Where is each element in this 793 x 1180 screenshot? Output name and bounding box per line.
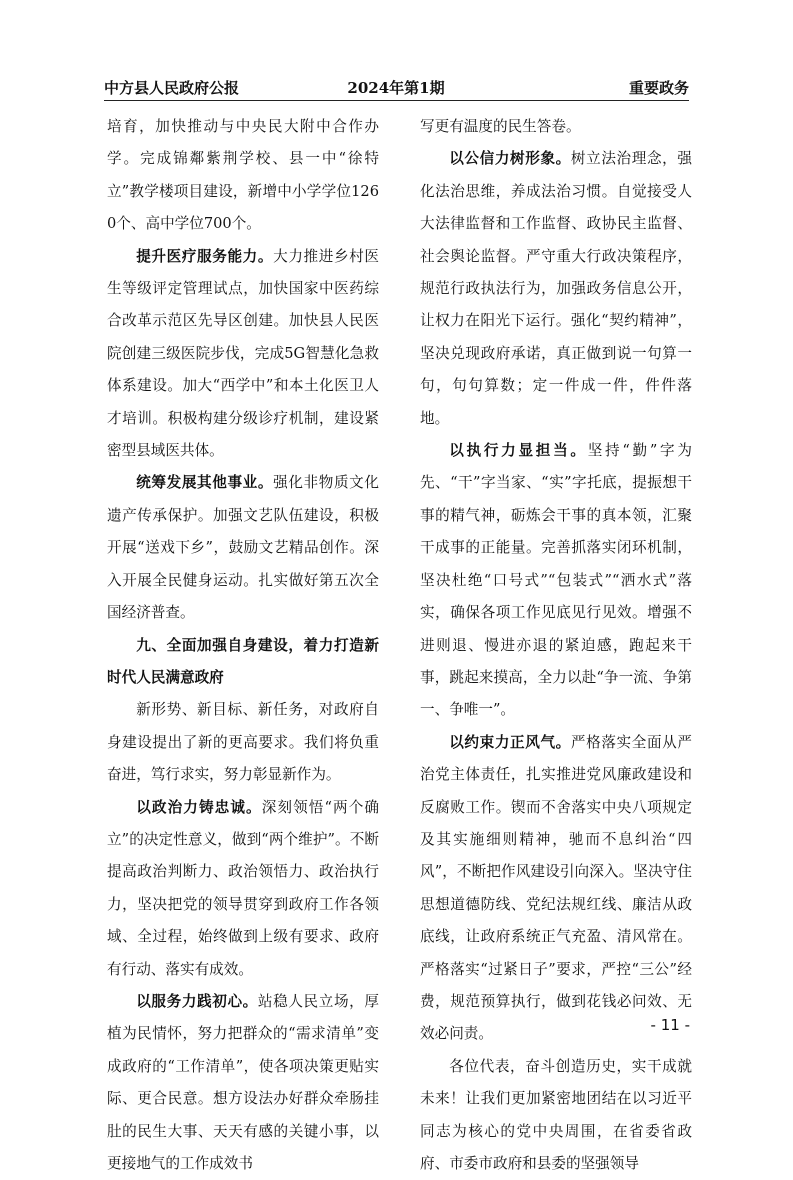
section-name: 重要政务 [628,79,689,97]
paragraph-lead: 以执行力显担当。 [449,442,588,460]
paragraph [107,694,379,791]
paragraph [420,727,692,1051]
paragraph [420,143,692,435]
paragraph [420,1051,692,1180]
paragraph-lead: 以服务力践初心。 [136,992,258,1010]
paragraph-lead: 以约束力正风气。 [449,733,571,751]
paragraph [107,986,379,1180]
paragraph-body: 新形势、新目标、新任务，对政府自身建设提出了新的更高要求。我们将负重奋进，笃行求实，努力彰显新作为。 [107,701,379,784]
paragraph-body: 大力推进乡村医生等级评定管理试点，加快国家中医药综合改革示范区先导区创建。加快县人民医院创建三级医院步伐，完成5G智慧化急救体系建设。加大“西学中”和本土化医卫人才培训。积极构建分级诊疗机制，建设紧密型县域医共体。 [107,247,379,460]
paragraph: 写更有温度的民生答卷。 [420,118,581,135]
paragraph: 培育，加快推动与中央民大附中合作办学。完成锦鄰紫荆学校、县一中“徐特立”教学楼项目建设，新增中小学学位1260个、高中学位700个。 [107,118,379,233]
paragraph [107,241,379,468]
section-heading: 九、全面加强自身建设，着力打造新时代人民满意政府 [107,636,379,686]
paragraph [107,792,379,986]
page-number: - 11 - [650,1016,690,1034]
page-header [104,76,689,101]
paragraph-lead: 以政治力铸忠诚。 [136,798,262,816]
paragraph-body: 树立法治理念，强化法治思维，养成法治习惯。自觉接受人大法律监督和工作监督、政协民主监督、社会舆论监督。严守重大行政决策程序，规范行政执法行为，加强政务信息公开，让权力在阳光下运行。强化“契约精神”，坚决兑现政府承诺，真正做到说一句算一句，句句算数；定一件成一件，件件落地。 [420,150,692,427]
paragraph-body: 严格落实全面从严治党主体责任，扎实推进党风廉政建设和反腐败工作。锲而不舍落实中央八项规定及其实施细则精神，驰而不息纠治“四风”，不断把作风建设引向深入。坚决守住思想道德防线、党纪法规红线、廉洁从政底线，让政府系统正气充盈、清风常在。严格落实“过紧日子”要求，严控“三公”经费，规范预算执行，做到花钱必问效、无效必问责。 [420,733,692,1043]
paragraph [107,467,379,629]
paragraph-body: 坚持“勤”字为先、“干”字当家、“实”字托底，提振想干事的精气神，砺炼会干事的真本领，汇聚干成事的正能量。完善抓落实闭环机制，坚决杜绝“口号式”“包装式”“洒水式”落实，确保各项工作见底见行见效。增强不进则退、慢进亦退的紧迫感，跑起来干事，跳起来摸高，全力以赴“争一流、争第一、争唯一”。 [420,442,692,719]
paragraph-body: 各位代表，奋斗创造历史，实干成就未来！让我们更加紧密地团结在以习近平同志为核心的党中央周围，在省委省政府、市委市政府和县委的坚强领导 [420,1057,692,1172]
left-column [107,111,379,1180]
paragraph-lead: 统筹发展其他事业。 [136,474,274,492]
paragraph [420,435,692,727]
paragraph-body: 站稳人民立场，厚植为民情怀，努力把群众的“需求清单”变成政府的“工作清单”，使各项决策更贴实际、更合民意。想方设法办好群众牵肠挂肚的民生大事、天天有感的关键小事，以更接地气的工作成效书 [107,992,379,1172]
issue-number: 2024年第1期 [347,79,445,97]
paragraph-body: 强化非物质文化遗产传承保护。加强文艺队伍建设，积极开展“送戏下乡”，鼓励文艺精品创作。深入开展全民健身运动。扎实做好第五次全国经济普查。 [107,474,379,622]
publication-title: 中方县人民政府公报 [104,79,240,97]
paragraph-lead: 提升医疗服务能力。 [136,247,274,265]
paragraph-body: 深刻领悟“两个确立”的决定性意义，做到“两个维护”。不断提高政治判断力、政治领悟力、政治执行力，坚决把党的领导贯穿到政府工作各领域、全过程，始终做到上级有要求、政府有行动、落实有成效。 [107,798,379,978]
paragraph-lead: 以公信力树形象。 [449,150,571,168]
